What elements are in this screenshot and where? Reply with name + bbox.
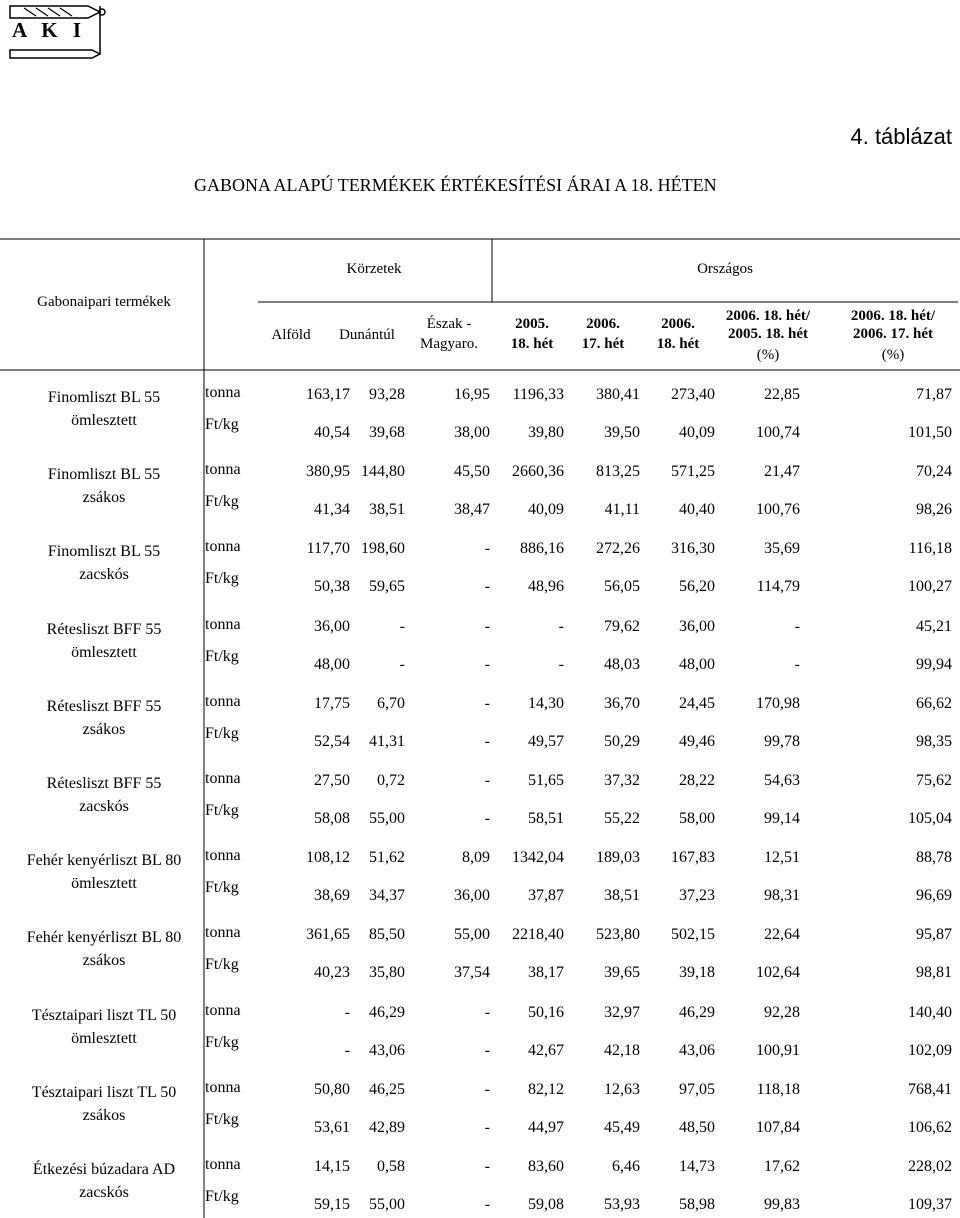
cell-tonna-col5: 32,97 <box>604 1004 640 1021</box>
cell-ftkg-col7: 98,31 <box>764 887 800 904</box>
product-name <box>4 926 204 972</box>
product-name-line2: ömlesztett <box>71 644 137 661</box>
product-name-line2: ömlesztett <box>71 1030 137 1047</box>
cell-tonna-col3: - <box>484 1004 490 1021</box>
cell-ftkg-col2: 55,00 <box>369 1196 405 1213</box>
product-name <box>4 540 204 586</box>
cell-ftkg-col7: 99,78 <box>764 733 800 750</box>
cell-tonna-col1: 108,12 <box>306 849 350 866</box>
unit-label-tonna: tonna <box>205 693 241 710</box>
cell-tonna-col5: 79,62 <box>604 618 640 635</box>
cell-tonna-col2: 46,25 <box>369 1081 405 1098</box>
cell-tonna-col8: 140,40 <box>908 1004 952 1021</box>
cell-ftkg-col2: 42,89 <box>369 1119 405 1136</box>
cell-ftkg-col3: - <box>484 810 490 827</box>
cell-ftkg-col8: 105,04 <box>908 810 952 827</box>
cell-tonna-col5: 12,63 <box>604 1081 640 1098</box>
cell-ftkg-col1: 52,54 <box>314 733 350 750</box>
cell-tonna-col6: 571,25 <box>671 463 715 480</box>
cell-tonna-col7: 21,47 <box>764 463 800 480</box>
product-name <box>4 772 204 818</box>
cell-tonna-col5: 6,46 <box>612 1158 640 1175</box>
unit-label-ftkg: Ft/kg <box>205 493 239 510</box>
cell-ftkg-col5: 38,51 <box>604 887 640 904</box>
cell-ftkg-col8: 96,69 <box>916 887 952 904</box>
cell-ftkg-col4: 59,08 <box>528 1196 564 1213</box>
cell-ftkg-col6: 43,06 <box>679 1042 715 1059</box>
cell-ftkg-col2: - <box>399 656 405 673</box>
product-name <box>4 1004 204 1050</box>
col-header-2005w18-line1: 2005. <box>515 316 549 332</box>
cell-ftkg-col6: 49,46 <box>679 733 715 750</box>
cell-ftkg-col7: 102,64 <box>756 964 800 981</box>
cell-ftkg-col8: 102,09 <box>908 1042 952 1059</box>
unit-label-tonna: tonna <box>205 924 241 941</box>
cell-tonna-col4: 50,16 <box>528 1004 564 1021</box>
cell-tonna-col6: 316,30 <box>671 540 715 557</box>
cell-tonna-col3: - <box>484 772 490 789</box>
cell-tonna-col1: 17,75 <box>314 695 350 712</box>
cell-tonna-col5: 813,25 <box>596 463 640 480</box>
cell-ftkg-col2: 59,65 <box>369 578 405 595</box>
cell-tonna-col4: 2660,36 <box>512 463 564 480</box>
cell-tonna-col8: 768,41 <box>908 1081 952 1098</box>
cell-tonna-col1: 361,65 <box>306 926 350 943</box>
cell-ftkg-col6: 48,00 <box>679 656 715 673</box>
cell-tonna-col7: 118,18 <box>756 1081 800 1098</box>
cell-ftkg-col5: 48,03 <box>604 656 640 673</box>
cell-tonna-col3: - <box>484 1081 490 1098</box>
cell-ftkg-col5: 39,50 <box>604 424 640 441</box>
cell-ftkg-col5: 41,11 <box>604 501 640 518</box>
cell-ftkg-col4: 58,51 <box>528 810 564 827</box>
cell-tonna-col7: 54,63 <box>764 772 800 789</box>
col-header-ratio2-line3: (%) <box>881 347 905 363</box>
cell-tonna-col2: 51,62 <box>369 849 405 866</box>
cell-ftkg-col3: - <box>484 1119 490 1136</box>
cell-ftkg-col1: - <box>344 1042 350 1059</box>
col-header-eszak-line1: Észak - <box>426 316 472 332</box>
cell-tonna-col6: 14,73 <box>679 1158 715 1175</box>
product-name-line2: zacskós <box>79 1184 129 1201</box>
cell-tonna-col1: 163,17 <box>306 386 350 403</box>
cell-ftkg-col6: 56,20 <box>679 578 715 595</box>
cell-ftkg-col5: 56,05 <box>604 578 640 595</box>
col-header-2006w18-line2: 18. hét <box>656 336 700 352</box>
cell-tonna-col5: 189,03 <box>596 849 640 866</box>
col-header-alfold: Alföld <box>271 327 311 343</box>
unit-label-tonna: tonna <box>205 384 241 401</box>
cell-ftkg-col2: 43,06 <box>369 1042 405 1059</box>
cell-ftkg-col3: 36,00 <box>454 887 490 904</box>
cell-tonna-col6: 46,29 <box>679 1004 715 1021</box>
unit-label-ftkg: Ft/kg <box>205 956 239 973</box>
cell-ftkg-col6: 40,09 <box>679 424 715 441</box>
unit-label-tonna: tonna <box>205 847 241 864</box>
cell-ftkg-col5: 39,65 <box>604 964 640 981</box>
cell-ftkg-col3: 38,47 <box>454 501 490 518</box>
col-header-eszak-line2: Magyaro. <box>420 336 478 352</box>
cell-ftkg-col8: 98,81 <box>916 964 952 981</box>
cell-tonna-col4: 1196,33 <box>512 386 564 403</box>
cell-ftkg-col2: 38,51 <box>369 501 405 518</box>
cell-ftkg-col8: 99,94 <box>916 656 952 673</box>
cell-tonna-col3: 16,95 <box>454 386 490 403</box>
product-column-header: Gabonaipari termékek <box>37 294 171 310</box>
cell-tonna-col8: 70,24 <box>916 463 952 480</box>
product-name-line1: Rétesliszt BFF 55 <box>46 698 162 715</box>
unit-label-ftkg: Ft/kg <box>205 1188 239 1205</box>
product-name-line1: Rétesliszt BFF 55 <box>46 775 162 792</box>
cell-ftkg-col7: 100,74 <box>756 424 800 441</box>
cell-ftkg-col4: 49,57 <box>528 733 564 750</box>
regions-group-header: Körzetek <box>346 261 402 277</box>
product-name <box>4 849 204 895</box>
cell-ftkg-col8: 101,50 <box>908 424 952 441</box>
col-header-ratio1-line1: 2006. 18. hét/ <box>725 308 811 324</box>
cell-tonna-col1: 27,50 <box>314 772 350 789</box>
cell-tonna-col7: 22,64 <box>764 926 800 943</box>
product-name <box>4 695 204 741</box>
cell-ftkg-col1: 41,34 <box>314 501 350 518</box>
cell-ftkg-col5: 42,18 <box>604 1042 640 1059</box>
cell-ftkg-col6: 37,23 <box>679 887 715 904</box>
cell-tonna-col2: 6,70 <box>377 695 405 712</box>
cell-tonna-col3: - <box>484 1158 490 1175</box>
unit-label-tonna: tonna <box>205 461 241 478</box>
cell-tonna-col7: 92,28 <box>764 1004 800 1021</box>
col-header-ratio2-line2: 2006. 17. hét <box>853 326 933 342</box>
cell-tonna-col5: 36,70 <box>604 695 640 712</box>
cell-ftkg-col3: 37,54 <box>454 964 490 981</box>
logo-text: A K I <box>12 18 87 42</box>
cell-tonna-col6: 28,22 <box>679 772 715 789</box>
cell-ftkg-col7: 100,91 <box>756 1042 800 1059</box>
product-name-line1: Finomliszt BL 55 <box>47 543 161 560</box>
cell-ftkg-col6: 58,00 <box>679 810 715 827</box>
cell-ftkg-col1: 38,69 <box>314 887 350 904</box>
cell-tonna-col1: 36,00 <box>314 618 350 635</box>
product-name-line1: Rétesliszt BFF 55 <box>46 621 162 638</box>
cell-tonna-col8: 75,62 <box>916 772 952 789</box>
product-name <box>4 1158 204 1204</box>
cell-ftkg-col4: 44,97 <box>528 1119 564 1136</box>
unit-label-ftkg: Ft/kg <box>205 1111 239 1128</box>
unit-label-ftkg: Ft/kg <box>205 725 239 742</box>
col-header-ratio1-line3: (%) <box>756 347 780 363</box>
cell-tonna-col5: 272,26 <box>596 540 640 557</box>
cell-ftkg-col3: - <box>484 1042 490 1059</box>
cell-ftkg-col3: 38,00 <box>454 424 490 441</box>
cell-tonna-col7: 170,98 <box>756 695 800 712</box>
cell-tonna-col3: 45,50 <box>454 463 490 480</box>
cell-tonna-col3: - <box>484 695 490 712</box>
product-name-line1: Fehér kenyérliszt BL 80 <box>26 852 182 869</box>
cell-ftkg-col8: 98,26 <box>916 501 952 518</box>
cell-ftkg-col3: - <box>484 578 490 595</box>
cell-ftkg-col7: 99,83 <box>764 1196 800 1213</box>
cell-tonna-col8: 95,87 <box>916 926 952 943</box>
unit-label-tonna: tonna <box>205 616 241 633</box>
cell-tonna-col7: 35,69 <box>764 540 800 557</box>
unit-label-tonna: tonna <box>205 1079 241 1096</box>
unit-label-ftkg: Ft/kg <box>205 1034 239 1051</box>
product-name-line1: Tésztaipari liszt TL 50 <box>31 1084 177 1101</box>
cell-ftkg-col5: 45,49 <box>604 1119 640 1136</box>
col-header-2005w18-line2: 18. hét <box>510 336 554 352</box>
cell-tonna-col4: 51,65 <box>528 772 564 789</box>
cell-tonna-col4: 82,12 <box>528 1081 564 1098</box>
unit-label-tonna: tonna <box>205 1002 241 1019</box>
cell-tonna-col4: - <box>558 618 564 635</box>
cell-ftkg-col8: 109,37 <box>908 1196 952 1213</box>
product-name-line1: Finomliszt BL 55 <box>47 389 161 406</box>
cell-tonna-col2: 0,72 <box>377 772 405 789</box>
cell-tonna-col8: 116,18 <box>908 540 952 557</box>
cell-ftkg-col7: - <box>794 656 800 673</box>
cell-tonna-col8: 66,62 <box>916 695 952 712</box>
cell-tonna-col1: 50,80 <box>314 1081 350 1098</box>
cell-ftkg-col6: 39,18 <box>679 964 715 981</box>
cell-tonna-col7: 22,85 <box>764 386 800 403</box>
cell-tonna-col3: 55,00 <box>454 926 490 943</box>
cell-ftkg-col5: 53,93 <box>604 1196 640 1213</box>
cell-ftkg-col2: 35,80 <box>369 964 405 981</box>
unit-label-ftkg: Ft/kg <box>205 570 239 587</box>
cell-tonna-col7: 12,51 <box>764 849 800 866</box>
cell-ftkg-col1: 53,61 <box>314 1119 350 1136</box>
cell-ftkg-col3: - <box>484 1196 490 1213</box>
cell-tonna-col4: 83,60 <box>528 1158 564 1175</box>
cell-ftkg-col2: 34,37 <box>369 887 405 904</box>
cell-ftkg-col4: 40,09 <box>528 501 564 518</box>
product-name-line2: ömlesztett <box>71 412 137 429</box>
cell-tonna-col7: 17,62 <box>764 1158 800 1175</box>
cell-ftkg-col3: - <box>484 733 490 750</box>
product-name-line2: zsákos <box>82 489 126 506</box>
cell-ftkg-col5: 50,29 <box>604 733 640 750</box>
unit-label-ftkg: Ft/kg <box>205 802 239 819</box>
cell-ftkg-col2: 55,00 <box>369 810 405 827</box>
product-name <box>4 386 204 432</box>
cell-ftkg-col5: 55,22 <box>604 810 640 827</box>
cell-ftkg-col7: 107,84 <box>756 1119 800 1136</box>
cell-tonna-col5: 37,32 <box>604 772 640 789</box>
cell-ftkg-col1: 48,00 <box>314 656 350 673</box>
cell-ftkg-col2: 39,68 <box>369 424 405 441</box>
unit-label-tonna: tonna <box>205 770 241 787</box>
unit-label-ftkg: Ft/kg <box>205 879 239 896</box>
cell-ftkg-col1: 59,15 <box>314 1196 350 1213</box>
cell-ftkg-col8: 98,35 <box>916 733 952 750</box>
cell-ftkg-col4: 37,87 <box>528 887 564 904</box>
cell-tonna-col1: - <box>344 1004 350 1021</box>
table-number: 4. táblázat <box>850 124 952 149</box>
unit-label-tonna: tonna <box>205 1156 241 1173</box>
cell-tonna-col6: 502,15 <box>671 926 715 943</box>
cell-tonna-col4: 1342,04 <box>512 849 564 866</box>
cell-ftkg-col7: 114,79 <box>756 578 800 595</box>
cell-ftkg-col6: 40,40 <box>679 501 715 518</box>
cell-ftkg-col4: 39,80 <box>528 424 564 441</box>
cell-tonna-col1: 380,95 <box>306 463 350 480</box>
unit-label-ftkg: Ft/kg <box>205 416 239 433</box>
cell-ftkg-col6: 58,98 <box>679 1196 715 1213</box>
product-name-line1: Finomliszt BL 55 <box>47 466 161 483</box>
cell-ftkg-col4: - <box>558 656 564 673</box>
cell-tonna-col3: 8,09 <box>462 849 490 866</box>
cell-ftkg-col1: 40,23 <box>314 964 350 981</box>
cell-ftkg-col7: 100,76 <box>756 501 800 518</box>
product-name-line1: Tésztaipari liszt TL 50 <box>31 1007 177 1024</box>
col-header-ratio2-line1: 2006. 18. hét/ <box>850 308 936 324</box>
product-name-line2: zsákos <box>82 1107 126 1124</box>
product-name-line1: Étkezési búzadara AD <box>32 1161 176 1178</box>
cell-ftkg-col1: 58,08 <box>314 810 350 827</box>
cell-tonna-col8: 71,87 <box>916 386 952 403</box>
cell-tonna-col5: 380,41 <box>596 386 640 403</box>
cell-tonna-col6: 36,00 <box>679 618 715 635</box>
col-header-2006w18-line1: 2006. <box>661 316 695 332</box>
cell-ftkg-col4: 48,96 <box>528 578 564 595</box>
cell-tonna-col4: 2218,40 <box>512 926 564 943</box>
cell-tonna-col3: - <box>484 618 490 635</box>
product-name-line2: zacskós <box>79 798 129 815</box>
page-title: GABONA ALAPÚ TERMÉKEK ÉRTÉKESÍTÉSI ÁRAI A 18. HÉTEN <box>194 175 717 195</box>
cell-ftkg-col4: 42,67 <box>528 1042 564 1059</box>
cell-ftkg-col3: - <box>484 656 490 673</box>
cell-ftkg-col8: 100,27 <box>908 578 952 595</box>
cell-ftkg-col6: 48,50 <box>679 1119 715 1136</box>
cell-tonna-col8: 45,21 <box>916 618 952 635</box>
col-header-2006w17-line2: 17. hét <box>581 336 625 352</box>
cell-tonna-col2: 46,29 <box>369 1004 405 1021</box>
col-header-ratio1-line2: 2005. 18. hét <box>728 326 808 342</box>
cell-tonna-col6: 273,40 <box>671 386 715 403</box>
product-name-line2: ömlesztett <box>71 875 137 892</box>
col-header-2006w17-line1: 2006. <box>586 316 620 332</box>
national-group-header: Országos <box>697 261 753 277</box>
cell-tonna-col1: 14,15 <box>314 1158 350 1175</box>
product-name <box>4 618 204 664</box>
cell-ftkg-col7: 99,14 <box>764 810 800 827</box>
cell-ftkg-col8: 106,62 <box>908 1119 952 1136</box>
cell-ftkg-col1: 40,54 <box>314 424 350 441</box>
cell-tonna-col4: 886,16 <box>520 540 564 557</box>
product-name-line1: Fehér kenyérliszt BL 80 <box>26 929 182 946</box>
product-name-line2: zsákos <box>82 721 126 738</box>
cell-tonna-col4: 14,30 <box>528 695 564 712</box>
cell-tonna-col2: 144,80 <box>361 463 405 480</box>
cell-tonna-col7: - <box>794 618 800 635</box>
cell-tonna-col1: 117,70 <box>306 540 350 557</box>
cell-tonna-col6: 97,05 <box>679 1081 715 1098</box>
cell-tonna-col3: - <box>484 540 490 557</box>
cell-tonna-col6: 24,45 <box>679 695 715 712</box>
product-name <box>4 1081 204 1127</box>
product-name <box>4 463 204 509</box>
cell-ftkg-col2: 41,31 <box>369 733 405 750</box>
cell-tonna-col2: - <box>399 618 405 635</box>
product-name-line2: zacskós <box>79 566 129 583</box>
col-header-dunantul: Dunántúl <box>339 327 395 343</box>
unit-label-ftkg: Ft/kg <box>205 648 239 665</box>
cell-ftkg-col4: 38,17 <box>528 964 564 981</box>
cell-tonna-col2: 198,60 <box>361 540 405 557</box>
cell-tonna-col8: 88,78 <box>916 849 952 866</box>
cell-tonna-col2: 93,28 <box>369 386 405 403</box>
cell-tonna-col6: 167,83 <box>671 849 715 866</box>
cell-tonna-col2: 0,58 <box>377 1158 405 1175</box>
cell-tonna-col2: 85,50 <box>369 926 405 943</box>
cell-tonna-col8: 228,02 <box>908 1158 952 1175</box>
cell-tonna-col5: 523,80 <box>596 926 640 943</box>
cell-ftkg-col1: 50,38 <box>314 578 350 595</box>
product-name-line2: zsákos <box>82 952 126 969</box>
unit-label-tonna: tonna <box>205 538 241 555</box>
